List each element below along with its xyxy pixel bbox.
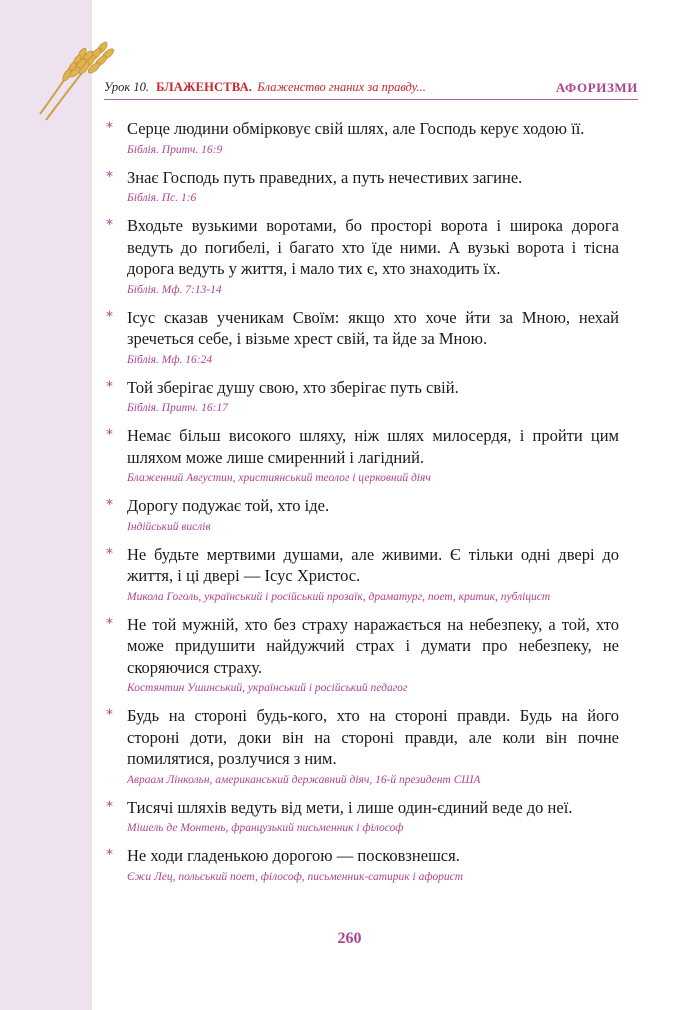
quote-item: [104, 425, 619, 484]
quote-text: Серце людини обмірковує свій шлях, але Господь керує ходою її.: [127, 119, 585, 138]
bullet-asterisk: *: [106, 707, 113, 723]
quote-item: [104, 495, 619, 533]
quotes-list: [104, 118, 619, 894]
quote-text: Не будьте мертвими душами, але живими. Є тільки одні двері до життя, і ці двері — Ісус Христос.: [127, 544, 619, 585]
quote-source: Блаженний Августин, християнський теолог і церковний діяч: [127, 472, 431, 484]
bullet-asterisk: *: [106, 308, 113, 325]
quote-source: Біблія. Мф. 16:24: [127, 353, 213, 366]
quote-source: Костянтин Ушинський, український і російський педагог: [127, 682, 408, 694]
header-divider: [104, 99, 638, 100]
quote-text: Не ходи гладенькою дорогою — посковзнешся.: [127, 846, 460, 865]
quote-item: [104, 705, 619, 786]
quote-source: Авраам Лінкольн, американський державний діяч, 16-й президент США: [127, 773, 481, 786]
quote-item: [104, 544, 619, 603]
bullet-asterisk: *: [106, 847, 113, 863]
quote-source: Біблія. Притч. 16:9: [127, 143, 223, 156]
quote-source: Микола Гоголь, український і російський прозаїк, драматург, поет, критик, публіцист: [127, 590, 551, 603]
quote-item: [104, 377, 619, 415]
section-label: АФОРИЗМИ: [555, 80, 638, 95]
bullet-asterisk: *: [106, 120, 113, 136]
page-number: 260: [337, 930, 362, 947]
quote-text: Знає Господь путь праведних, а путь нечестивих загине.: [127, 167, 523, 187]
quote-text: Ісус сказав ученикам Своїм: якщо хто хоче йти за Мною, нехай зречеться себе, і візьме хрест свій, та йде за Мною.: [127, 307, 619, 348]
lesson-subtitle: Блаженство гнаних за правду...: [257, 80, 426, 94]
quote-text: Той зберігає душу свою, хто зберігає путь свій.: [127, 377, 459, 397]
quote-item: [104, 845, 619, 883]
quote-source: Біблія. Притч. 16:17: [127, 402, 228, 414]
quote-text: Немає більш високого шляху, ніж шлях милосердя, і пройти цим шляхом може лише смиренний і лагідний.: [127, 426, 619, 467]
quote-item: [104, 215, 619, 296]
quote-source: Біблія. Пс. 1:6: [127, 192, 197, 204]
quote-text: Тисячі шляхів ведуть від мети, і лише один-єдиний веде до неї.: [127, 797, 573, 817]
quote-item: [104, 797, 619, 835]
quote-source: Індійський вислів: [127, 520, 211, 533]
bullet-asterisk: *: [106, 615, 113, 632]
quote-item: [104, 307, 619, 366]
quote-item: [104, 614, 619, 695]
quote-source: Єжи Лец, польський поет, філософ, письменник-сатирик і афорист: [127, 870, 464, 883]
bullet-asterisk: *: [106, 798, 113, 815]
quote-text: Не той мужній, хто без страху наражається на небезпеку, а той, хто може придушити найдужчий страх і думати про небезпеку, не скоряючися страху.: [127, 614, 619, 677]
bullet-asterisk: *: [106, 217, 113, 233]
bullet-asterisk: *: [106, 545, 113, 562]
bullet-asterisk: *: [106, 427, 113, 443]
quote-source: Мішель де Монтень, французький письменник і філософ: [127, 822, 404, 834]
lesson-title: БЛАЖЕНСТВА.: [156, 80, 253, 94]
bullet-asterisk: *: [106, 378, 113, 395]
quote-text: Будь на стороні будь-кого, хто на стороні правди. Будь на його стороні доти, доки він на стороні правди, але коли він почне помилятися, розлучися з ним.: [127, 706, 619, 768]
wheat-ears-icon: [28, 28, 128, 128]
lesson-number: Урок 10.: [104, 80, 150, 94]
bullet-asterisk: *: [106, 497, 113, 513]
quote-item: [104, 118, 619, 156]
left-margin-band: [0, 0, 92, 1010]
quote-item: [104, 167, 619, 205]
bullet-asterisk: *: [106, 168, 113, 185]
quote-text: Дорогу подужає той, хто іде.: [127, 496, 330, 515]
quote-text: Входьте вузькими воротами, бо просторі ворота і широка дорога ведуть до погибелі, і багато хто їде ними. А вузькі ворота і тісна дорога ведуть у життя, і мало тих є, хто знаходить їх.: [127, 216, 619, 278]
quote-source: Біблія. Мф. 7:13-14: [127, 283, 222, 296]
